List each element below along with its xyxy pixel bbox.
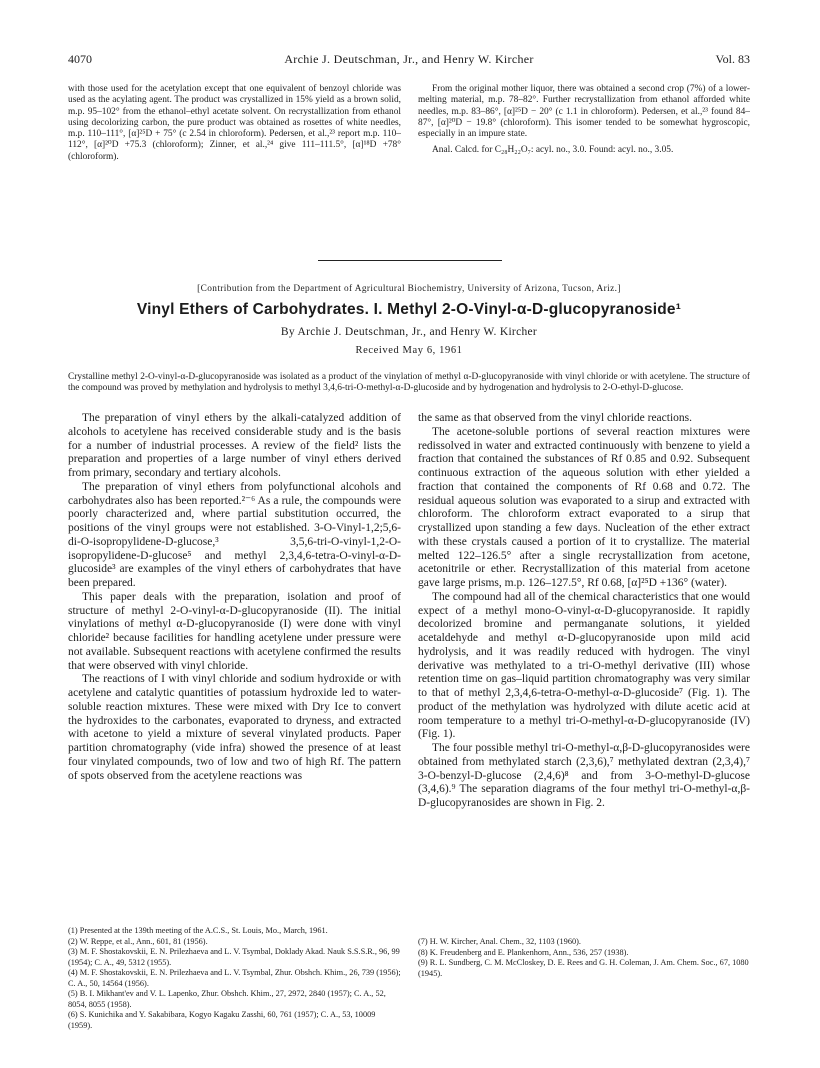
footnote: (7) H. W. Kircher, Anal. Chem., 32, 1103 (1960). — [418, 937, 581, 946]
body-paragraph: The reactions of I with vinyl chloride and sodium hydroxide or with acetylene and catalytic quantities of potassium hydroxide led to water-soluble reaction mixtures. These were mixed with Dry Ice to convert the hydroxides to the carbonates, evaporated to dryness, and extracted with acetone to yield a mixture of several vinylated products. Paper partition chromatography (vide infra) showed the presence of at least four vinylated compounds, two of low and two of high Rf. The pattern of spots observed from the acetylene reactions was — [68, 673, 401, 782]
received-date: Received May 6, 1961 — [355, 345, 463, 356]
prev-article-left-column — [68, 84, 401, 163]
body-paragraph: The preparation of vinyl ethers by the alkali-catalyzed addition of alcohols to acetylene has received considerable study and is the basis for a number of industrial processes. A review of the field² lists the preparation and properties of a large number of vinyl ethers derived from primary, secondary and tertiary alcohols. — [68, 412, 401, 479]
body-paragraph: The preparation of vinyl ethers from polyfunctional alcohols and carbohydrates also has been reported.²⁻⁶ As a rule, the compounds were poorly characterized and, where partial substitution occurred, the positions of the vinyl groups were not established. 3-O-Vinyl-1,2;5,6-di-O-isopropylidene-D-glucose,³ 3,5,6-tri-O-vinyl-1,2-O-isopropylidene-D-glucose⁵ and methyl 2,3,4,6-tetra-O-vinyl-α-D-glucoside³ are examples of the vinyl ethers of carbohydrates that have been prepared. — [68, 480, 401, 589]
footnote: (8) K. Freudenberg and E. Plankenhorn, Ann., 536, 257 (1938). — [418, 947, 629, 957]
volume-label: Vol. 83 — [715, 52, 750, 66]
body-paragraph: This paper deals with the preparation, isolation and proof of structure of methyl 2-O-vinyl-α-D-glucopyranoside (II). The initial vinylations of methyl α-D-glucopyranoside (I) were done with vinyl chloride² because facilities for handling acetylene under pressure were not available. Subsequent reactions with acetylene confirmed the results that were observed with vinyl chloride. — [68, 590, 401, 672]
body-paragraph: the same as that observed from the vinyl chloride reactions. — [418, 412, 692, 424]
footnotes-left — [68, 926, 401, 1031]
footnote: (6) S. Kunichika and Y. Sakabibara, Kogyo Kagaku Zasshi, 60, 761 (1957); C. A., 53, 10009 (1959). — [68, 1010, 376, 1030]
footnote: (9) R. L. Sundberg, C. M. McCloskey, D. E. Rees and G. H. Coleman, J. Am. Chem. Soc., 67, 1080 (1945). — [418, 958, 749, 978]
footnote: (4) M. F. Shostakovskii, E. N. Prilezhaeva and L. V. Tsymbal, Zhur. Obshch. Khim., 26, 739 (1956); C. A., 50, 14564 (1956). — [68, 968, 401, 988]
abstract: Crystalline methyl 2-O-vinyl-α-D-glucopyranoside was isolated as a product of the vinylation of methyl α-D-glucopyranoside with vinyl chloride or with acetylene. The structure of the compound was proved by methylation and hydrolysis to methyl 3,4,6-tri-O-methyl-α-D-glucoside and by hydrogenation and hydrolysis to 2-O-ethyl-D-glucose. — [68, 372, 750, 394]
page-number: 4070 — [68, 52, 92, 66]
running-authors: Archie J. Deutschman, Jr., and Henry W. Kircher — [284, 52, 534, 66]
footnote: (1) Presented at the 139th meeting of the A.C.S., St. Louis, Mo., March, 1961. — [68, 926, 328, 935]
body-right-column — [418, 412, 750, 811]
body-paragraph: The acetone-soluble portions of several reaction mixtures were redissolved in water and extracted continuously with benzene to yield a fraction that contained the substances of Rf 0.85 and 0.92. Subsequent continuous extraction of the aqueous solution with ether yielded a fraction that contained the components of Rf 0.68 and 0.72. The residual aqueous solution was evaporated to a sirup and extracted with chloroform. The chloroform extract evaporated to a sirup that crystallized upon standing a few days. Nucleation of the ether extract with these crystals caused a portion of it to crystallize. The material melted 122–126.5° after a single recrystallization from acetone, acetonitrile or ether. Recrystallization of this material from acetone gave large prisms, m.p. 126–127.5°, Rf 0.68, [α]²⁵D +136° (water). — [418, 425, 750, 589]
body-paragraph: The compound had all of the chemical characteristics that one would expect of a methyl mono-O-vinyl-α-D-glucopyranoside. It rapidly decolorized bromine and permanganate solutions, it yielded acetaldehyde and methyl α-D-glucopyranoside upon mild acid hydrolysis, and it was readily reduced with hydrogen. The vinyl derivative was methylated to a tri-O-methyl derivative (III) whose retention time on gas–liquid partition chromatography was very similar to that of methyl 2,3,4,6-tetra-O-methyl-α-D-glucoside⁷ (Fig. 1). The product of the methylation was hydrolyzed with dilute acetic acid at room temperature to a methyl tri-O-methyl-α-D-glucopyranoside (IV) (Fig. 1). — [418, 590, 750, 741]
running-header — [68, 52, 750, 68]
section-divider — [318, 260, 502, 261]
prev-article-right-column — [418, 84, 750, 157]
contribution-line: [Contribution from the Department of Agricultural Biochemistry, University of Arizona, Tucson, Ariz.] — [197, 284, 621, 294]
footnote: (2) W. Reppe, et al., Ann., 601, 81 (1956). — [68, 936, 208, 946]
prev-article-paragraph: From the original mother liquor, there was obtained a second crop (7%) of a lower-melting material, m.p. 78–82°. Further recrystallization from ethanol afforded white needles, m.p. 83–86°, [α]²⁵D − 20° (c 1.1 in chloroform). Pedersen, et al.,²³ found 84–87°, [α]²⁰D − 19.8° (chloroform). This isomer tended to be somewhat hygroscopic, especially in an impure state. — [418, 84, 750, 140]
article-byline: By Archie J. Deutschman, Jr., and Henry W. Kircher — [280, 326, 538, 338]
body-left-column — [68, 412, 401, 783]
footnote: (5) B. I. Mikhant'ev and V. L. Lapenko, Zhur. Obshch. Khim., 27, 2972, 2840 (1957); C. A., 52, 8054, 8055 (1958). — [68, 989, 386, 1009]
footnote: (3) M. F. Shostakovskii, E. N. Prilezhaeva and L. V. Tsymbal, Doklady Akad. Nauk S.S.S.R., 96, 99 (1954); C. A., 49, 5312 (1955). — [68, 947, 400, 967]
body-paragraph: The four possible methyl tri-O-methyl-α,β-D-glucopyranosides were obtained from methylated starch (2,3,6),⁷ methylated dextran (2,3,4),⁷ 3-O-benzyl-D-glucose (2,4,6)⁸ and from 3-O-methyl-D-glucose (3,4,6).⁹ The separation diagrams of the four methyl tri-O-methyl-α,β-D-glucopyranosides are shown in Fig. 2. — [418, 742, 750, 809]
prev-article-paragraph: with those used for the acetylation except that one equivalent of benzoyl chloride was used as the acylating agent. The product was crystallized in 15% yield as a brown solid, m.p. 95–102° from the ethanol–ethyl acetate solvent. On recrystallization from ethanol using decolorizing carbon, the pure product was obtained as rosettes of white needles, m.p. 110–111°, [α]²⁵D + 75° (c 2.54 in chloroform). Pedersen, et al.,²³ report m.p. 110–112°, [α]²⁰D +75.3 (chloroform); Zinner, et al.,²⁴ give 111–111.5°, [α]¹⁸D +78° (chloroform). — [68, 84, 401, 162]
article-title: Vinyl Ethers of Carbohydrates. I. Methyl 2-O-Vinyl-α-D-glucopyranoside¹ — [136, 301, 682, 318]
prev-article-analysis: Anal. Calcd. for C₂₈H₂₂O₇: acyl. no., 3.0. Found: acyl. no., 3.05. — [432, 145, 674, 156]
footnotes-right — [418, 937, 750, 979]
